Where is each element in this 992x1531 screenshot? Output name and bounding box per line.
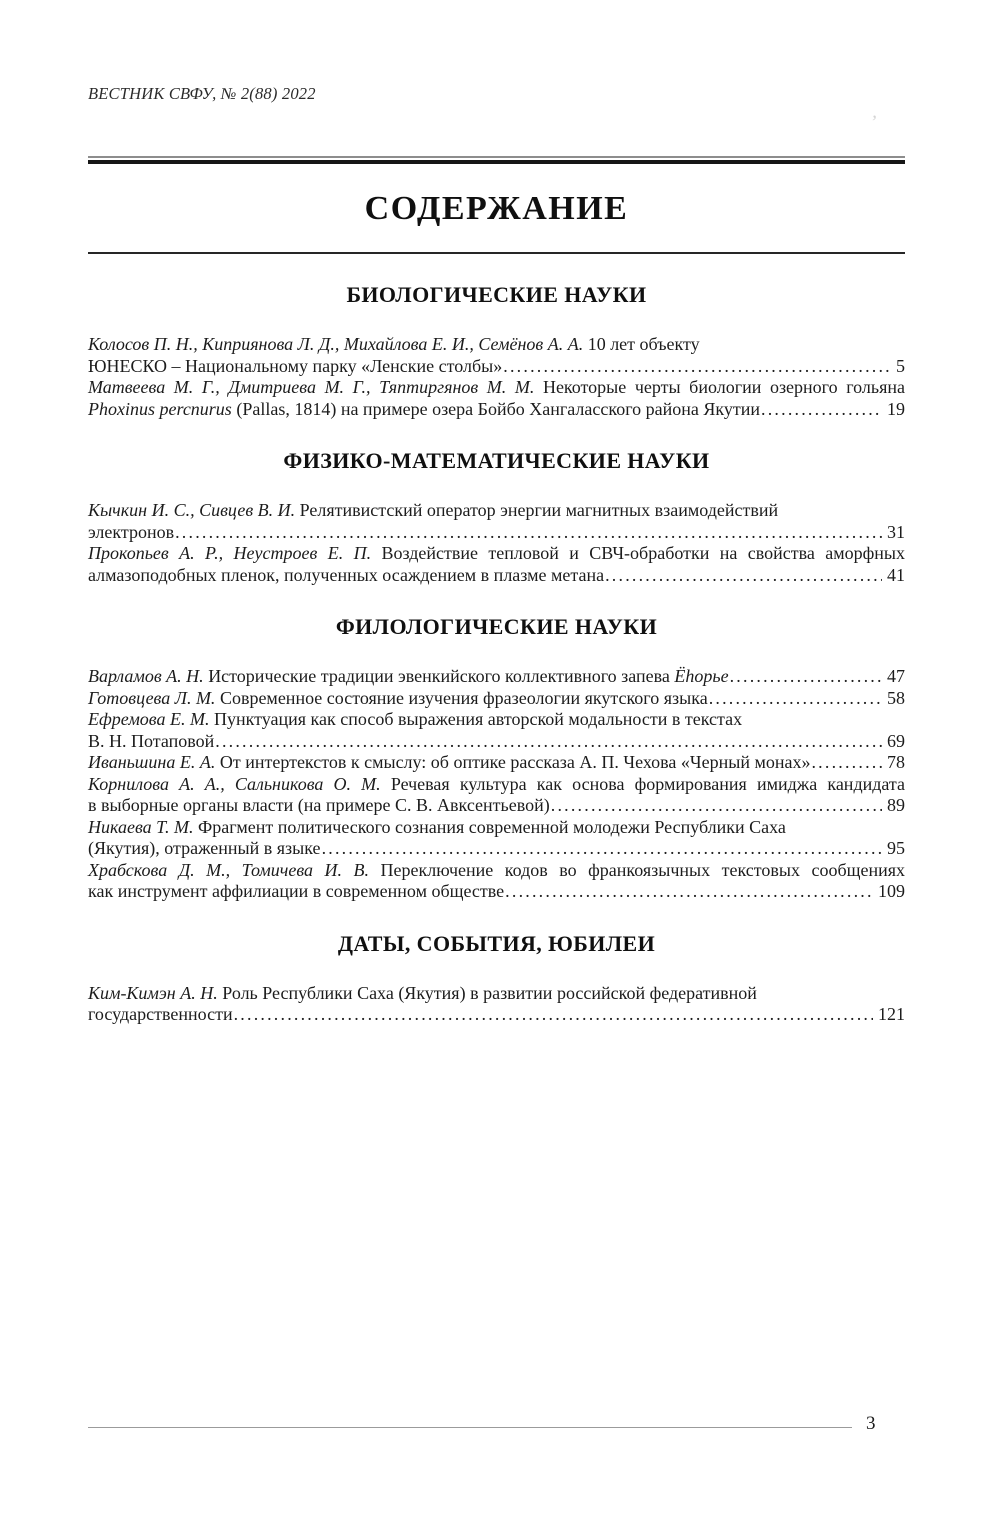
toc-line bbox=[88, 1004, 905, 1026]
section-heading: ФИЛОЛОГИЧЕСКИЕ НАУКИ bbox=[335, 614, 658, 639]
entry-authors: Иваньшина Е. А. bbox=[88, 752, 216, 772]
toc-section bbox=[88, 448, 905, 586]
entry-list bbox=[88, 983, 905, 1026]
dot-leader bbox=[215, 731, 882, 753]
toc-line bbox=[88, 817, 905, 839]
entry-text bbox=[88, 838, 321, 860]
entry-text bbox=[88, 565, 604, 587]
toc-line bbox=[88, 377, 905, 399]
toc-section bbox=[88, 614, 905, 903]
entry-authors: Phoxinus percnurus bbox=[88, 398, 232, 419]
toc-line bbox=[88, 774, 905, 796]
toc-line bbox=[88, 543, 905, 565]
entry-title: Современное состояние изучения фразеологии якутского языка bbox=[215, 687, 708, 708]
dot-leader bbox=[605, 565, 882, 587]
section-heading: ФИЗИКО-МАТЕМАТИЧЕСКИЕ НАУКИ bbox=[283, 448, 710, 473]
entry-text bbox=[88, 688, 708, 710]
entry-title: электронов bbox=[88, 521, 175, 542]
entry-text bbox=[88, 860, 905, 880]
dot-leader bbox=[322, 838, 882, 860]
toc-section bbox=[88, 282, 905, 420]
toc-line bbox=[88, 752, 905, 774]
entry-page-number: 69 bbox=[887, 730, 905, 751]
entry-text bbox=[88, 377, 905, 397]
entry-text bbox=[88, 666, 729, 688]
page-title: СОДЕРЖАНИЕ bbox=[364, 190, 629, 227]
entry-authors: Готовцева Л. М. bbox=[88, 687, 216, 708]
entry-text bbox=[88, 356, 502, 378]
entry-authors: Ефремова Е. М. bbox=[88, 709, 210, 729]
entry-text bbox=[88, 731, 214, 753]
toc-line bbox=[88, 881, 905, 903]
entry-text bbox=[88, 881, 504, 903]
dot-leader bbox=[761, 399, 882, 421]
entry-title: Релятивистский оператор энергии магнитных взаимодействий bbox=[295, 500, 779, 520]
entry-authors: Колосов П. Н., Киприянова Л. Д., Михайлова Е. И., Семёнов А. А. bbox=[88, 334, 584, 354]
dot-leader bbox=[505, 881, 873, 903]
entry-text bbox=[88, 709, 742, 729]
journal-masthead: ВЕСТНИК СВФУ, № 2(88) 2022 bbox=[88, 84, 316, 103]
entry-title: в выборные органы власти (на примере С. В. Авксентьевой) bbox=[88, 795, 550, 815]
entry-text bbox=[88, 334, 700, 354]
entry-page-number: 58 bbox=[887, 687, 905, 708]
entry-authors: Матвеева М. Г., Дмитриева М. Г., Тяптиргянов М. М. bbox=[88, 377, 535, 397]
entry-page-number: 47 bbox=[887, 666, 905, 686]
toc-line bbox=[88, 399, 905, 421]
toc-entry bbox=[88, 817, 905, 860]
toc-entry bbox=[88, 709, 905, 752]
toc-entry bbox=[88, 688, 905, 710]
entry-text bbox=[88, 983, 757, 1003]
toc-entry bbox=[88, 377, 905, 420]
double-rule-top bbox=[88, 156, 905, 158]
entry-title: Переключение кодов во франкоязычных текстовых сообщениях bbox=[369, 859, 905, 880]
toc-line bbox=[88, 983, 905, 1005]
toc-line bbox=[88, 838, 905, 860]
toc-line bbox=[88, 666, 905, 688]
entry-page-number: 78 bbox=[887, 752, 905, 772]
double-rule-bottom bbox=[88, 160, 905, 164]
entry-title: ЮНЕСКО – Национальному парку «Ленские столбы» bbox=[88, 355, 503, 376]
toc-line bbox=[88, 522, 905, 544]
section-heading: БИОЛОГИЧЕСКИЕ НАУКИ bbox=[346, 282, 647, 307]
entry-text bbox=[88, 543, 905, 563]
entry-text bbox=[88, 500, 778, 520]
toc-line bbox=[88, 860, 905, 882]
entry-text bbox=[88, 795, 550, 817]
entry-title: От интертекстов к смыслу: об оптике рассказа А. П. Чехова «Черный монах» bbox=[215, 752, 811, 772]
entry-title: Речевая культура как основа формирования имиджа кандидата bbox=[380, 773, 905, 794]
footer-rule bbox=[88, 1427, 852, 1428]
entry-title: В. Н. Потаповой bbox=[88, 730, 215, 751]
dot-leader bbox=[234, 1004, 873, 1026]
entry-title: (Pallas, 1814) на примере озера Бойбо Хангаласского района Якутии bbox=[231, 398, 761, 419]
entry-authors: Ким-Кимэн А. Н. bbox=[88, 982, 218, 1003]
toc-line bbox=[88, 565, 905, 587]
dot-leader bbox=[811, 752, 882, 774]
entry-authors: Храбскова Д. М., Томичева И. В. bbox=[88, 859, 370, 880]
entry-title: Пунктуация как способ выражения авторской модальности в текстах bbox=[209, 709, 743, 729]
toc-sections bbox=[88, 282, 905, 1026]
entry-title: Воздействие тепловой и СВЧ-обработки на свойства аморфных bbox=[371, 543, 905, 563]
entry-page-number: 31 bbox=[887, 521, 905, 542]
toc-entry bbox=[88, 334, 905, 377]
entry-text bbox=[88, 752, 810, 774]
dot-leader bbox=[730, 666, 882, 688]
toc-entry bbox=[88, 983, 905, 1026]
section-heading: ДАТЫ, СОБЫТИЯ, ЮБИЛЕИ bbox=[337, 930, 656, 956]
entry-page-number: 121 bbox=[878, 1004, 905, 1024]
toc-line bbox=[88, 688, 905, 710]
toc-line bbox=[88, 795, 905, 817]
entry-list bbox=[88, 500, 905, 586]
entry-page-number: 5 bbox=[896, 355, 905, 376]
entry-authors: Кычкин И. С., Сивцев В. И. bbox=[88, 500, 296, 520]
toc-line bbox=[88, 500, 905, 522]
toc-line bbox=[88, 356, 905, 378]
double-rule bbox=[88, 156, 905, 164]
entry-list bbox=[88, 666, 905, 903]
dot-leader bbox=[551, 795, 882, 817]
entry-title: Исторические традиции эвенкийского коллективного запева bbox=[203, 666, 675, 686]
toc-entry bbox=[88, 666, 905, 688]
entry-text bbox=[88, 774, 905, 794]
entry-authors: Прокопьев А. Р., Неустроев Е. П. bbox=[88, 543, 372, 563]
entry-authors: Ёһорье bbox=[674, 666, 729, 686]
toc-entry bbox=[88, 500, 905, 543]
toc-entry bbox=[88, 752, 905, 774]
toc-line bbox=[88, 709, 905, 731]
toc-line bbox=[88, 334, 905, 356]
entry-title: (Якутия), отраженный в языке bbox=[88, 838, 321, 858]
toc-line bbox=[88, 731, 905, 753]
entry-page-number: 95 bbox=[887, 838, 905, 858]
page-number: 3 bbox=[866, 1413, 876, 1434]
entry-title: Фрагмент политического сознания современной молодежи Республики Саха bbox=[193, 816, 786, 837]
dot-leader bbox=[503, 356, 891, 378]
scan-artifact-mark: ʼ bbox=[870, 112, 877, 133]
entry-title: государственности bbox=[88, 1004, 233, 1024]
toc-section bbox=[88, 931, 905, 1026]
entry-title: 10 лет объекту bbox=[583, 334, 700, 354]
entry-authors: Корнилова А. А., Сальникова О. М. bbox=[88, 773, 381, 794]
toc-entry bbox=[88, 543, 905, 586]
entry-title: алмазоподобных пленок, полученных осаждением в плазме метана bbox=[88, 564, 605, 585]
entry-page-number: 19 bbox=[887, 398, 905, 419]
entry-page-number: 41 bbox=[887, 564, 905, 585]
toc-entry bbox=[88, 774, 905, 817]
entry-title: как инструмент аффилиации в современном обществе bbox=[88, 881, 505, 901]
entry-authors: Варламов А. Н. bbox=[88, 666, 204, 686]
entry-authors: Никаева Т. М. bbox=[88, 816, 194, 837]
entry-page-number: 109 bbox=[878, 881, 905, 901]
entry-page-number: 89 bbox=[887, 795, 905, 815]
dot-leader bbox=[175, 522, 882, 544]
entry-text bbox=[88, 817, 786, 837]
entry-title: Некоторые черты биологии озерного гольяна bbox=[534, 377, 905, 397]
entry-text bbox=[88, 1004, 233, 1026]
entry-list bbox=[88, 334, 905, 420]
dot-leader bbox=[709, 688, 882, 710]
toc-entry bbox=[88, 860, 905, 903]
entry-text bbox=[88, 399, 760, 421]
title-rule bbox=[88, 252, 905, 254]
entry-title: Роль Республики Саха (Якутия) в развитии российской федеративной bbox=[217, 982, 757, 1003]
entry-text bbox=[88, 522, 174, 544]
